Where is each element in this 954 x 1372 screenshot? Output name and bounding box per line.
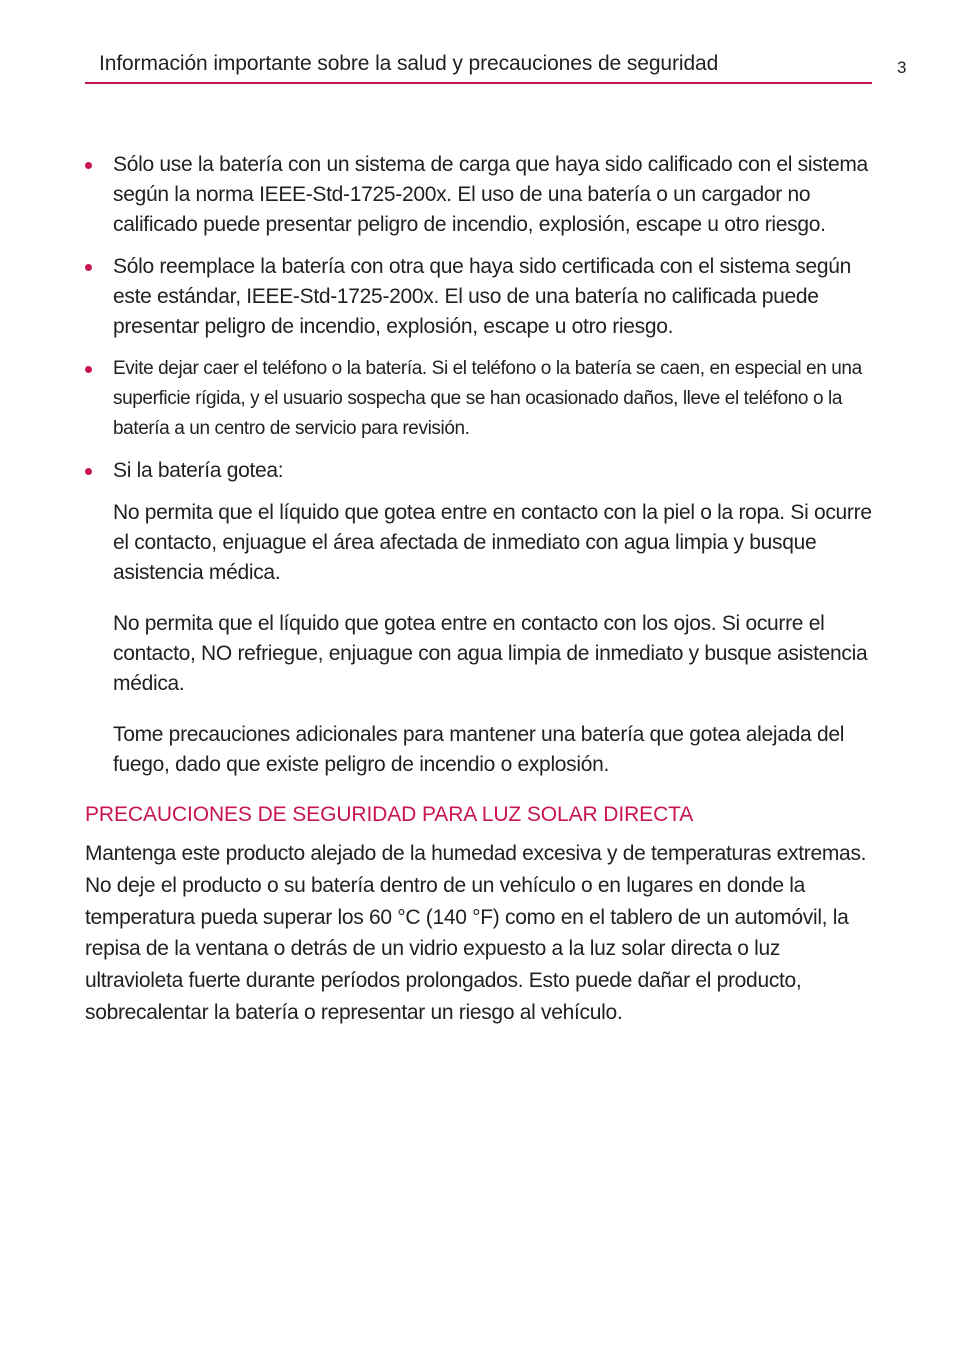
bullet-item: [85, 456, 875, 486]
leak-paragraph: No permita que el líquido que gotea entre en contacto con la piel o la ropa. Si ocurre el contacto, enjuague el área afectada de inmediato con agua limpia y busque asistencia médica.: [113, 501, 872, 584]
page-number: 3: [897, 58, 907, 77]
bullet-text: Si la batería gotea:: [113, 459, 284, 482]
bullet-dot-icon: [85, 366, 92, 373]
page-content: [85, 150, 875, 1029]
section-heading: PRECAUCIONES DE SEGURIDAD PARA LUZ SOLAR DIRECTA: [85, 803, 694, 826]
leak-paragraph: No permita que el líquido que gotea entre en contacto con los ojos. Si ocurre el contacto, NO refriegue, enjuague con agua limpia de inmediato y busque asistencia médica.: [113, 612, 868, 695]
bullet-dot-icon: [85, 162, 92, 169]
bullet-dot-icon: [85, 468, 92, 475]
bullet-item: [85, 252, 875, 342]
bullet-item: [85, 354, 875, 444]
bullet-text: Evite dejar caer el teléfono o la batería. Si el teléfono o la batería se caen, en especial en una superficie rígida, y el usuario sospecha que se han ocasionado daños, lleve el teléfono o la batería a un centro de servicio para revisión.: [113, 358, 862, 439]
header-title: Información importante sobre la salud y precauciones de seguridad: [99, 52, 719, 75]
running-header: [85, 48, 872, 84]
bullet-dot-icon: [85, 264, 92, 271]
bullet-text: Sólo use la batería con un sistema de carga que haya sido calificado con el sistema según la norma IEEE-Std-1725-200x. El uso de una batería o un cargador no calificado puede presentar peligro de incendio, explosión, escape u otro riesgo.: [113, 153, 868, 236]
section-body: Mantenga este producto alejado de la humedad excesiva y de temperaturas extremas. No deje el producto o su batería dentro de un vehículo o en lugares en donde la temperatura pueda superar los 60 °C (140 °F) como en el tablero de un automóvil, la repisa de la ventana o detrás de un vidrio expuesto a la luz solar directa o luz ultravioleta fuerte durante períodos prolongados. Esto puede dañar el producto, sobrecalentar la batería o representar un riesgo al vehículo.: [85, 842, 867, 1024]
bullet-text: Sólo reemplace la batería con otra que haya sido certificada con el sistema según este estándar, IEEE-Std-1725-200x. El uso de una batería no calificada puede presentar peligro de incendio, explosión, escape u otro riesgo.: [113, 255, 851, 338]
leak-paragraph: Tome precauciones adicionales para mantener una batería que gotea alejada del fuego, dado que existe peligro de incendio o explosión.: [113, 723, 845, 776]
bullet-item: [85, 150, 875, 240]
